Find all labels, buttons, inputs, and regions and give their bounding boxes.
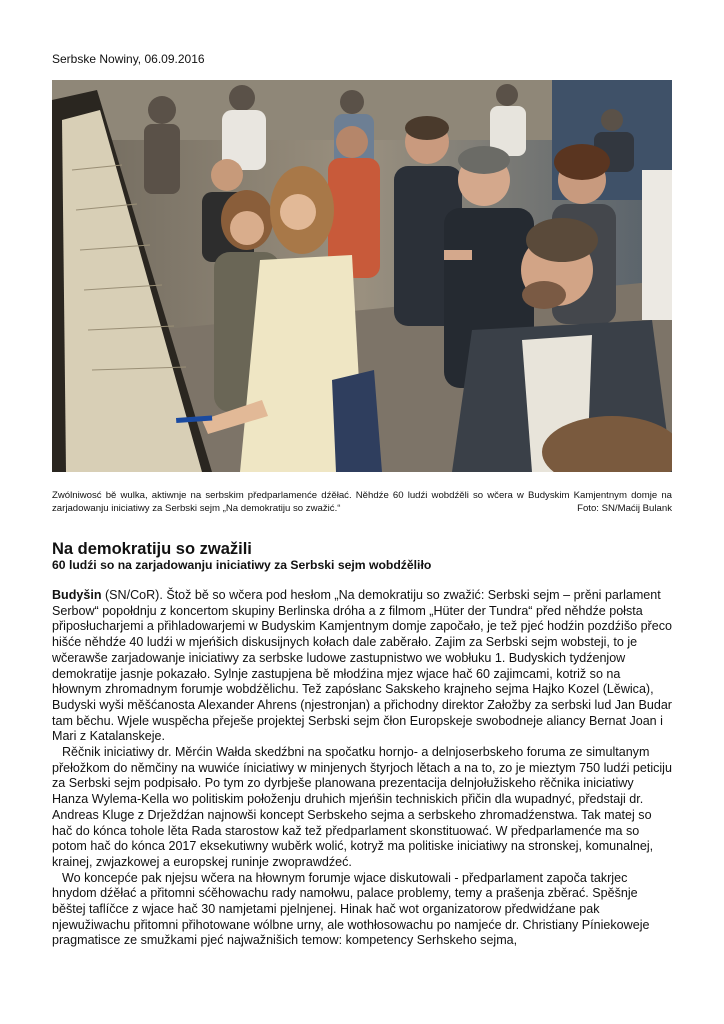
paragraph-3: Wo koncepće pak njejsu wčera na hłownym forumje wjace diskutowali - předparlament započa takrjec hnydom dźěłać a přitomni sćěhowachu rady namołwu, palace problemy, temy a prašenja zběrać. Spěšnje běštej taflíčce z wjace hač 30 namjetami pjelnjenej. Hinak hač wot organizatorow předwidźane pak njewužiwachu přitomni přihotowane wólbne urny, ale wothłosowachu po namjeće dr. Christiany Píniekoweje pragmatisce ze smužkami pjeć najwažnišich temow: kompetency Serhskeho sejma,: [52, 870, 650, 948]
article-headline: Na demokratiju so zwažili: [52, 540, 252, 558]
source-line: Serbske Nowiny, 06.09.2016: [52, 52, 205, 66]
article-body: [52, 588, 672, 949]
paragraph-2: Rěčnik iniciatiwy dr. Měrćin Wałda skedźbni na spočatku hornjo- a delnjoserbskeho foruma ze simultanym přełožkom do němčiny na wuwiće íniciatiwy w minjenych štyrjoch lětach a na to, zo je mieztym 750 ludźi peticiju za Serbski sejm podpisało. Po tym zo dyrbješe planowana prezentacija delnjołužiskeho rěčnika iniciatiwy Hanza Wylema-Kella wo politiskim połoženju druhich mjeńšin techniskich přičin dla wupadnyć, předstaji dr. Andreas Kluge z Drježdźan najnowši koncept Serbskeho sejma a serbskeho zhromadźenstwa. Tak matej so hač do kónca tohole lěta Rada starostow kaž tež předparlament skonstituować. W předparlamenće ma so potom hač do kónca 2017 eksekutiwny wuběrk wolić, kotryž ma politiske iniciatiwy na stronskej, komunalnej, krainej, zwjazkowej a europskej runinje zwoprawdźeć.: [52, 745, 672, 869]
event-photo: [52, 80, 672, 472]
photo-credit: Foto: SN/Maćij Bulank: [577, 502, 672, 514]
paragraph-1: [52, 588, 672, 745]
photo-caption: [52, 490, 672, 515]
caption-text: Zwólniwosć bě wulka, aktiwnje na serbskim předparlamenće dźěłać. Něhdźe 60 ludźi wobdźěli so wčera w Budyskim Kamjentnym domje na zarjadowanju iniciatiwy za Serbski sejm „Na demokratiju so zwažić.“: [52, 490, 672, 514]
paragraph-1-text: (SN/CoR). Štož bě so wčera pod hesłom „Na demokratiju so zwažić: Serbski sejm – prěni parlament Serbow“ popołdnju z koncertom skupiny Berlinska dróha a z filmom „Hüter der Tundra“ před něhdźe połsta připosłucharjemi a přihladowarjemi w Budyskim Kamjentnym domje započało, je tež pjeć hodźin pozdźišo přeco hišće něhdźe 40 ludźi w mjeńšich diskusijnych kołach dale zaběrało. Zajim za Serbski sejm wobsteji, to je wčerawše zarjadowanje iniciatiwy za serbske ludowe zastupnistwo we wobłuku 1. Budyskich tydźenjow demokratije jasnje pokazało. Sylnje zastupjena bě młodźina mjez wjace hač 60 zajimcami, kotriž so na hłownym zhromadnym forumje wobdźělichu. Tež zapósłanc Sakskeho krajneho sejma Hajko Kozel (Lěwica), Budyski wyši měšćanosta Alexander Ahrens (njestronjan) a přichodny direktor Załožby za serbski lud Jan Budar tam běchu. Wjele wuspěcha přeješe projektej Serbski sejm čłon Europskeje swobodneje aliancy Bernat Joan i Mari z Katalanskeje.: [52, 588, 672, 744]
dateline: Budyšin: [52, 588, 102, 602]
article-subheadline: 60 ludźi so na zarjadowanju iniciatiwy za Serbski sejm wobdźěliło: [52, 558, 432, 572]
